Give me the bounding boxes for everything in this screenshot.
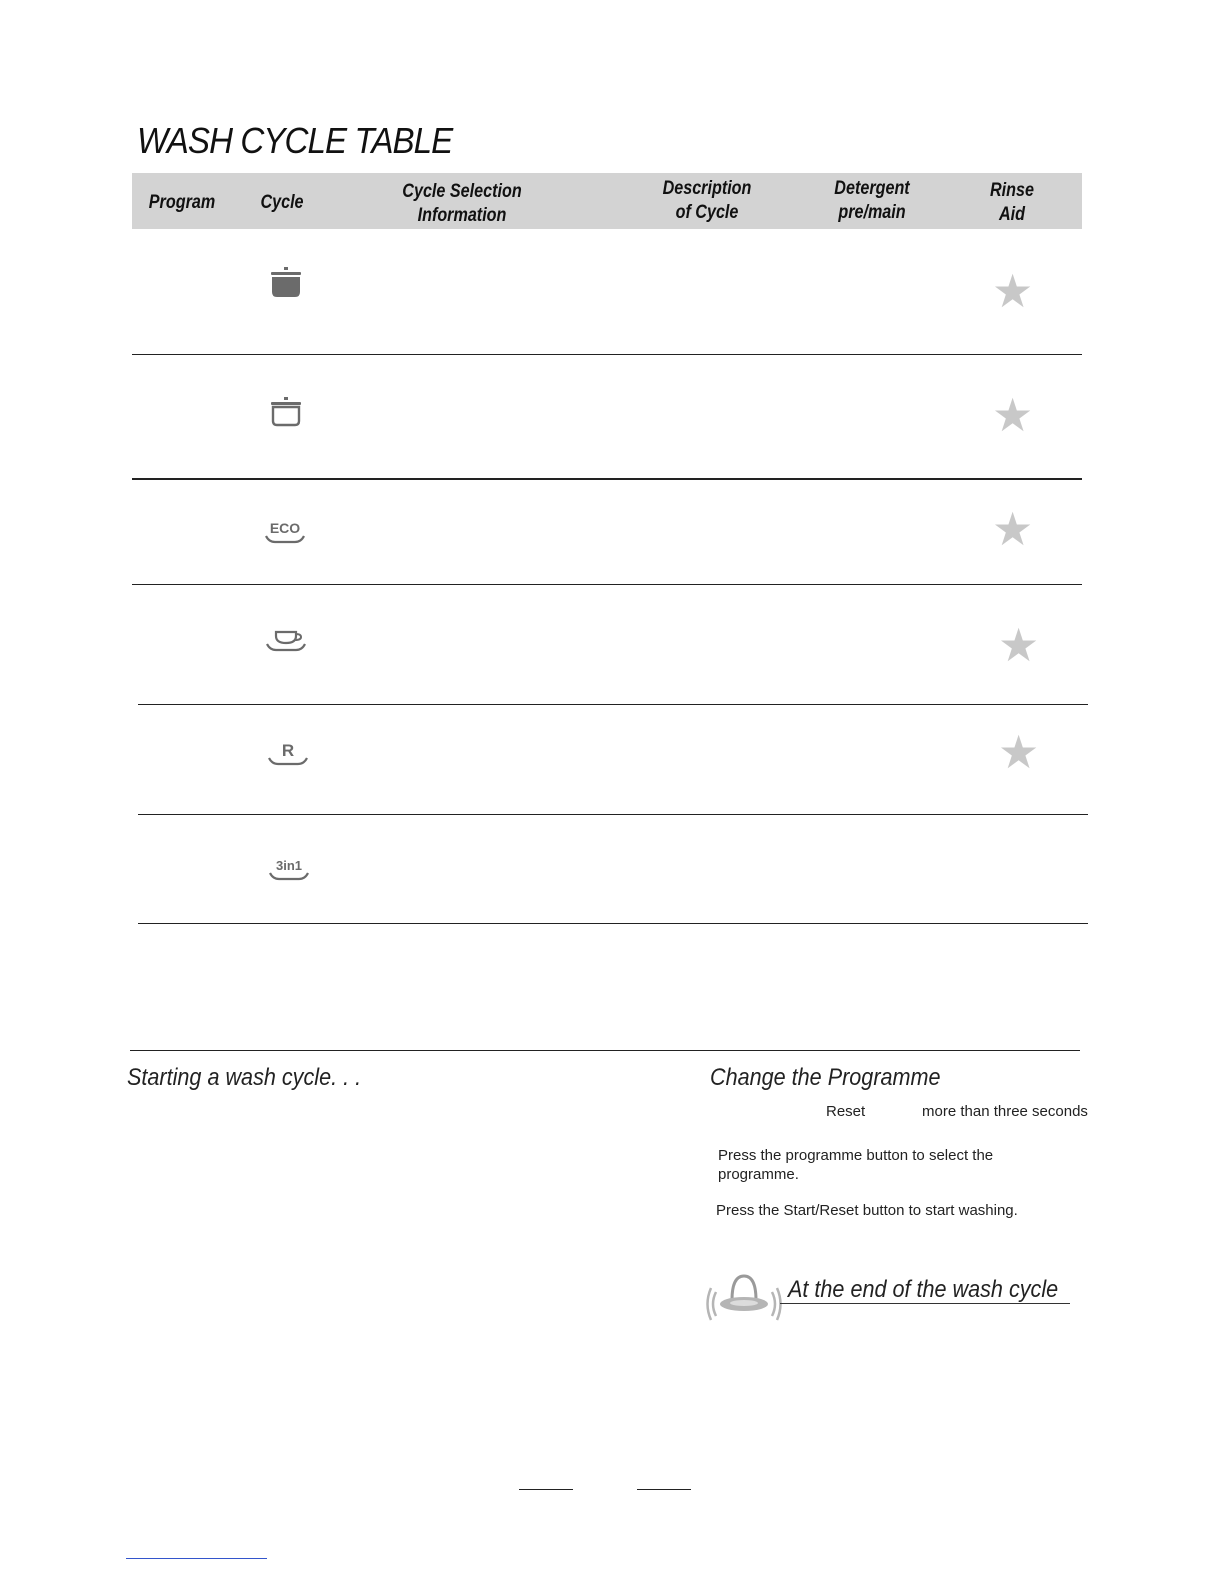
eco-icon-label: ECO [269,520,301,536]
header-cycle-selection-line2: Information [417,205,507,226]
row-divider [138,923,1088,924]
rinse-aid-star: ★ [998,618,1040,672]
header-cycle-selection-line1: Cycle Selection [402,181,522,202]
header-detergent-line2: pre/main [838,202,906,223]
rinse-aid-star: ★ [992,502,1034,556]
table-header [132,173,1082,229]
row-divider [138,814,1088,815]
row-divider [132,584,1082,585]
normal-pot-outline-icon [268,396,304,430]
header-rinse-line1: Rinse [990,180,1034,201]
bell-icon [704,1270,784,1328]
header-rinse-line2: Aid [998,204,1026,225]
section-divider [130,1050,1080,1051]
seconds-text: more than three seconds [922,1103,1088,1120]
end-of-cycle-heading: At the end of the wash cycle [788,1276,1059,1303]
rinse-aid-star: ★ [992,388,1034,442]
intensive-pot-filled-icon [268,266,304,300]
change-programme-heading: Change the Programme [710,1064,941,1091]
end-heading-underline [780,1303,1070,1304]
step-start-washing: Press the Start/Reset button to start washing. [716,1202,1018,1219]
footer-link-underline[interactable] [126,1558,267,1559]
rinse-aid-star: ★ [998,725,1040,779]
header-description [652,177,763,225]
3in1-icon [267,856,311,884]
header-detergent [821,177,923,225]
rinse-aid-star: ★ [992,264,1034,318]
header-cycle-selection [390,180,535,228]
page-title: WASH CYCLE TABLE [137,120,453,161]
row-divider [138,704,1088,705]
step-select-programme: Press the programme button to select the programme. [718,1147,994,1183]
footer-rule-left [519,1489,573,1490]
row-divider [132,354,1082,355]
footer-rule-right [637,1489,691,1490]
row-divider [132,478,1082,480]
rapid-icon [266,740,310,768]
header-cycle: Cycle [260,192,304,213]
rapid-icon-label: R [281,741,295,760]
glass-cup-icon [264,628,308,654]
header-program: Program [148,192,216,213]
header-detergent-line1: Detergent [834,178,910,199]
eco-icon [263,518,307,546]
header-rinse-aid [978,179,1046,227]
3in1-icon-label: 3in1 [275,858,303,873]
header-description-line2: of Cycle [675,202,739,223]
header-description-line1: Description [662,178,752,199]
reset-word: Reset [826,1103,866,1120]
starting-heading: Starting a wash cycle. . . [127,1064,362,1091]
